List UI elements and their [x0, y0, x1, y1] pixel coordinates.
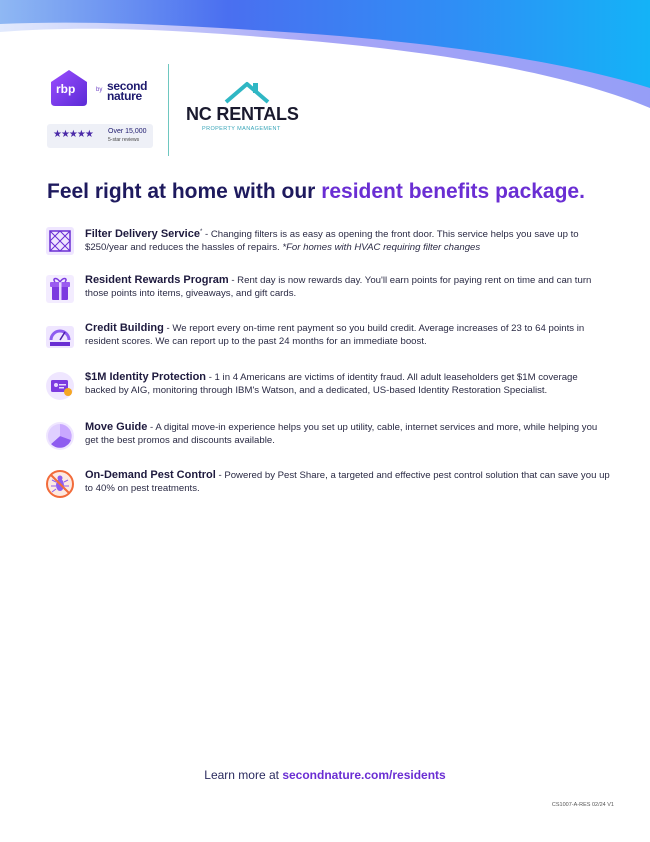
filter-icon [45, 226, 75, 256]
page-headline [47, 180, 585, 204]
logo-divider [168, 64, 169, 156]
headline-highlight: resident benefits package. [321, 180, 585, 203]
benefit-title: On-Demand Pest Control [85, 469, 216, 481]
reviews-caption: 5-star reviews [108, 137, 140, 143]
gift-icon [45, 274, 75, 304]
nc-rentals-logo [186, 80, 306, 140]
star-rating-icon: ★★★★★ [53, 129, 93, 140]
residents-link[interactable]: secondnature.com/residents [282, 768, 446, 782]
benefit-body: - 1 in 4 Americans are victims of identity fraud. All adult leaseholders get $1M coverage backed by AIG, monitoring through IBM's Watson, and a dedicated, US-based Identity Restoration Specialist. [85, 372, 578, 396]
headline-lead: Feel right at home with our [47, 180, 322, 203]
learn-more-label: Learn more at [204, 768, 283, 782]
benefit-title: Move Guide [85, 421, 148, 433]
benefit-body: - We report every on-time rent payment so you build credit. Average increases of 23 to 64 points in resident scores. We can report up to the past 24 months for an immediate boost. [85, 323, 585, 347]
footnote-marker: * [199, 229, 203, 235]
benefit-title: Resident Rewards Program [85, 274, 229, 286]
identity-card-icon [45, 371, 75, 401]
benefit-body: - A digital move-in experience helps you set up utility, cable, internet services and more, while helping you get the best promos and discounts available. [85, 422, 598, 446]
document-code: CS1007-A-RES 02/24 V1 [551, 802, 614, 808]
benefit-body: - Changing filters is as easy as opening the front door. This service helps you save up to $250/year and reduces the hassles of repairs. [85, 229, 579, 254]
benefit-title: $1M Identity Protection [85, 371, 207, 383]
second-nature-wordmark: second nature [107, 79, 148, 103]
credit-gauge-icon [45, 322, 75, 352]
reviews-badge [47, 124, 153, 148]
pest-control-icon [45, 469, 75, 499]
benefit-footnote: *For homes with HVAC requiring filter changes [279, 242, 481, 254]
rbp-by-label: by [96, 87, 103, 93]
rbp-badge-label: rbp [56, 82, 76, 96]
house-roof-icon [222, 80, 272, 106]
learn-more-line [0, 768, 650, 782]
benefit-body: - Rent day is now rewards day. You'll earn points for paying rent on time and can turn those points into items, giveaways, and gift cards. [85, 275, 592, 299]
partner-name: NC RENTALS [186, 104, 299, 124]
reviews-count: Over 15,000 [108, 128, 147, 135]
benefit-body: - Powered by Pest Share, a targeted and effective pest control solution that can save you up to 40% on pest treatments. [85, 470, 610, 494]
benefit-title: Credit Building [85, 322, 164, 334]
move-guide-icon [45, 421, 75, 451]
rbp-logo [47, 68, 157, 113]
benefit-title: Filter Delivery Service [85, 228, 200, 241]
partner-subtitle: PROPERTY MANAGEMENT [202, 126, 281, 132]
